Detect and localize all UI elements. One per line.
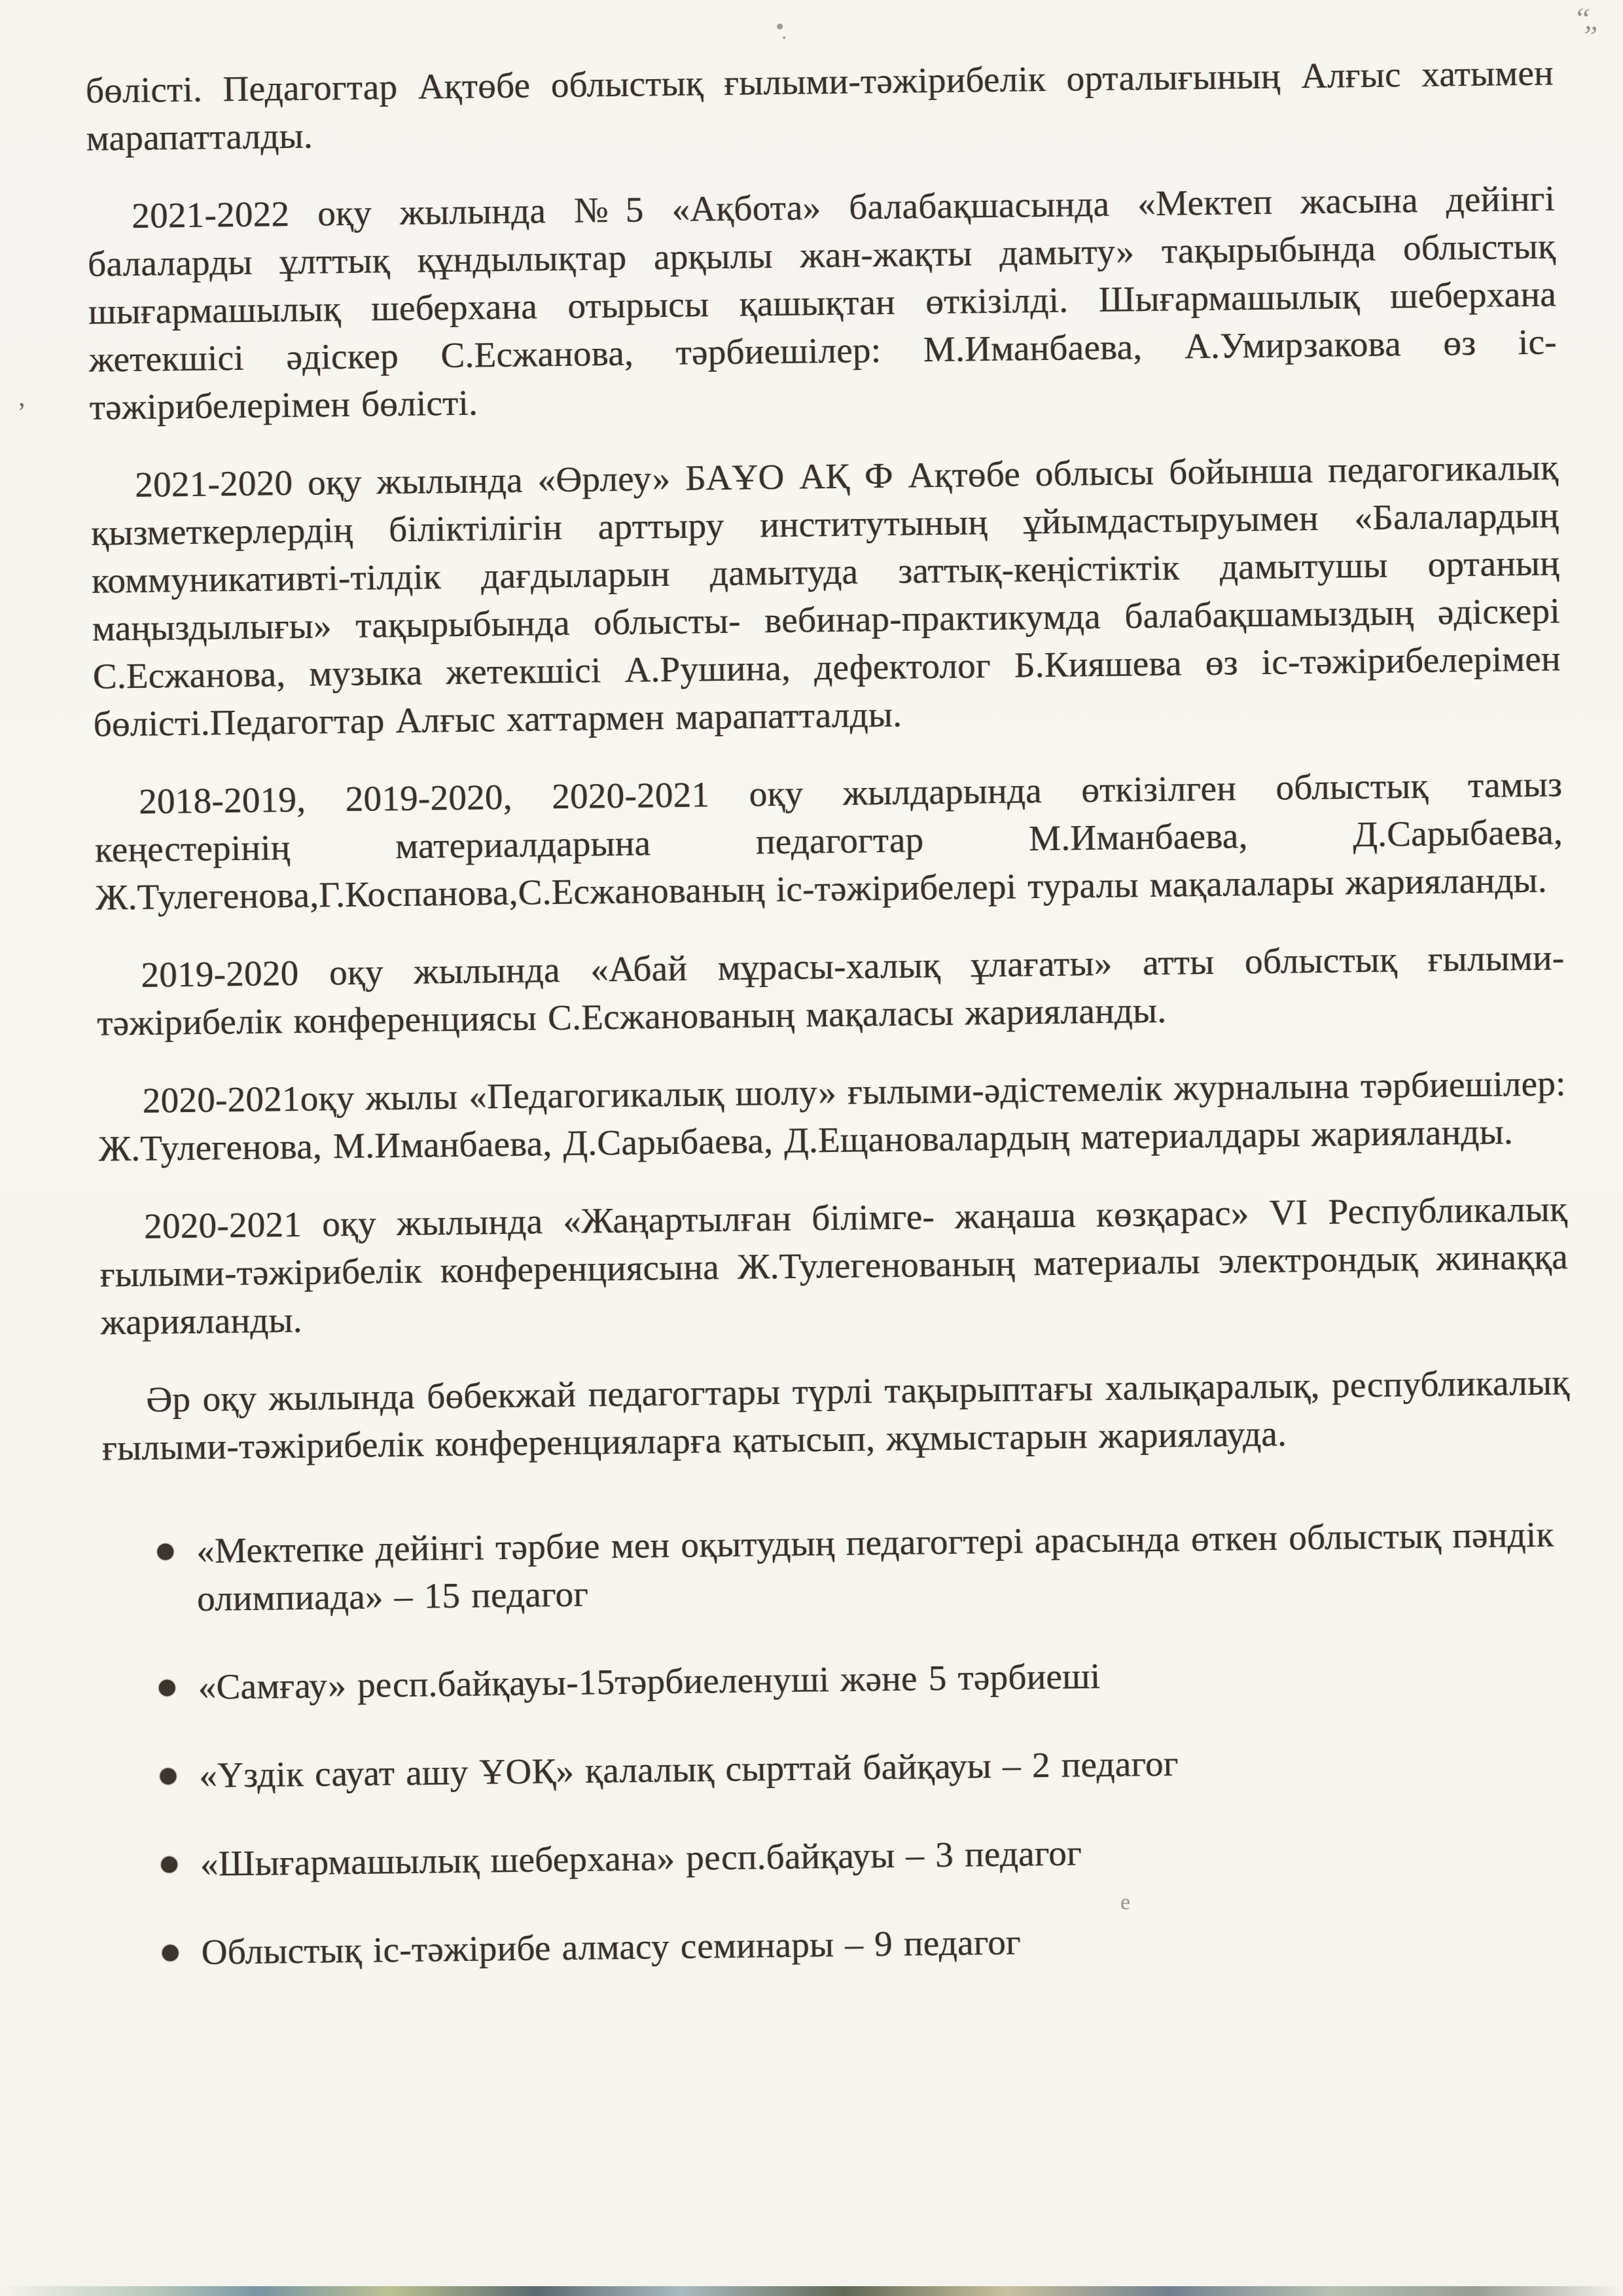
bullet-icon	[161, 1856, 177, 1873]
paragraph-2: 2021-2022 оқу жылында №5 «Ақбота» балабақшасында «Мектеп жасына дейінгі балаларды ұлттық құндылықтар арқылы жан-жақты дамыту» тақырыбында облыстық шығармашылық шеберхана отырысы қашықтан өткізілді. Шығармашылық шеберхана жетекшісі әдіскер С.Есжанова, тәрбиешілер: М.Иманбаева, А.Умирзакова өз іс-тәжірибелерімен бөлісті.	[87, 178, 1558, 427]
paragraph-8: Әр оқу жылында бөбекжай педагогтары түрлі тақырыптағы халықаралық, республикалық ғылыми-тәжірибелік конференцияларға қатысып, жұмыстарын жариялауда.	[101, 1362, 1570, 1468]
bullet-item-2	[158, 1646, 1573, 1711]
bullet-item-text: «Мектепке дейінгі тәрбие мен оқытудың педагогтері арасында өткен облыстық пәндік олимпиада» – 15 педагог	[196, 1514, 1554, 1619]
bullet-item-4	[161, 1823, 1576, 1888]
paragraph-6: 2020-2021оқу жылы «Педагогикалық шолу» ғылыми-әдістемелік журналына тәрбиешілер: Ж.Тулегенова, М.Иманбаева, Д.Сарыбаева, Д.Ещановалардың материалдары жарияланды.	[98, 1063, 1567, 1169]
bullet-item-text: Облыстық іс-тәжірибе алмасу семинары – 9 педагог	[201, 1922, 1022, 1972]
bullet-item-1	[157, 1510, 1573, 1623]
bullet-item-text: «Үздік сауат ашу ҰОҚ» қалалық сырттай байқауы – 2 педагог	[199, 1743, 1179, 1795]
scan-speck-artifact: е	[1120, 1890, 1131, 1914]
bullet-list	[103, 1510, 1577, 1977]
paragraph-1: бөлісті. Педагогтар Ақтөбе облыстық ғылыми-тәжірибелік орталығының Алғыс хатымен марапатталды.	[85, 52, 1554, 158]
bullet-icon	[160, 1768, 176, 1784]
bullet-icon	[157, 1543, 173, 1560]
scan-speck-artifact: •̣	[776, 13, 785, 41]
bullet-icon	[159, 1679, 175, 1696]
paragraph-3: 2021-2020 оқу жылында «Өрлеу» БАҰО АҚ Ф Ақтөбе облысы бойынша педагогикалық қызметкерлердің біліктілігін арттыру институтының ұйымдастыруымен «Балалардың коммуникативті-тілдік дағдыларын дамытуда заттық-кеңістіктік дамытушы ортаның маңыздылығы» тақырыбында облысты- вебинар-практикумда балабақшамыздың әдіскері С.Есжанова, музыка жетекшісі А.Рушина, дефектолог Б.Кияшева өз іс-тәжірибелерімен бөлісті.Педагогтар Алғыс хаттармен марапатталды.	[90, 447, 1561, 744]
bullet-item-5	[162, 1911, 1577, 1976]
paragraph-7: 2020-2021 оқу жылында «Жаңартылған білімге- жаңаша көзқарас» VI Республикалық ғылыми-тәжірибелік конференциясына Ж.Тулегенованың материалы электрондық жинаққа жарияланды.	[99, 1189, 1569, 1342]
bullet-item-3	[160, 1734, 1575, 1799]
document-text-block	[86, 48, 1577, 2017]
scan-speck-artifact: ’	[17, 398, 26, 428]
paragraph-5: 2019-2020 оқу жылында «Абай мұрасы-халық ұлағаты» атты облыстық ғылыми-тәжірибелік конференциясы С.Есжанованың мақаласы жарияланды.	[96, 937, 1565, 1043]
bullet-icon	[162, 1945, 179, 1961]
scan-edge-artifact	[0, 2286, 1623, 2296]
bullet-item-text: «Самғау» респ.байқауы-15тәрбиеленуші және 5 тәрбиеші	[198, 1656, 1101, 1707]
paragraph-4: 2018-2019, 2019-2020, 2020-2021 оқу жылдарында өткізілген облыстық тамыз кеңестерінің материалдарына педагогтар М.Иманбаева, Д.Сарыбаева, Ж.Тулегенова,Г.Коспанова,С.Есжанованың іс-тәжірибелері туралы мақалалары жарияланды.	[94, 764, 1563, 918]
scan-speck-artifact: “„	[1574, 1, 1597, 37]
bullet-item-text: «Шығармашылық шеберхана» респ.байқауы – 3 педагог	[200, 1833, 1082, 1884]
